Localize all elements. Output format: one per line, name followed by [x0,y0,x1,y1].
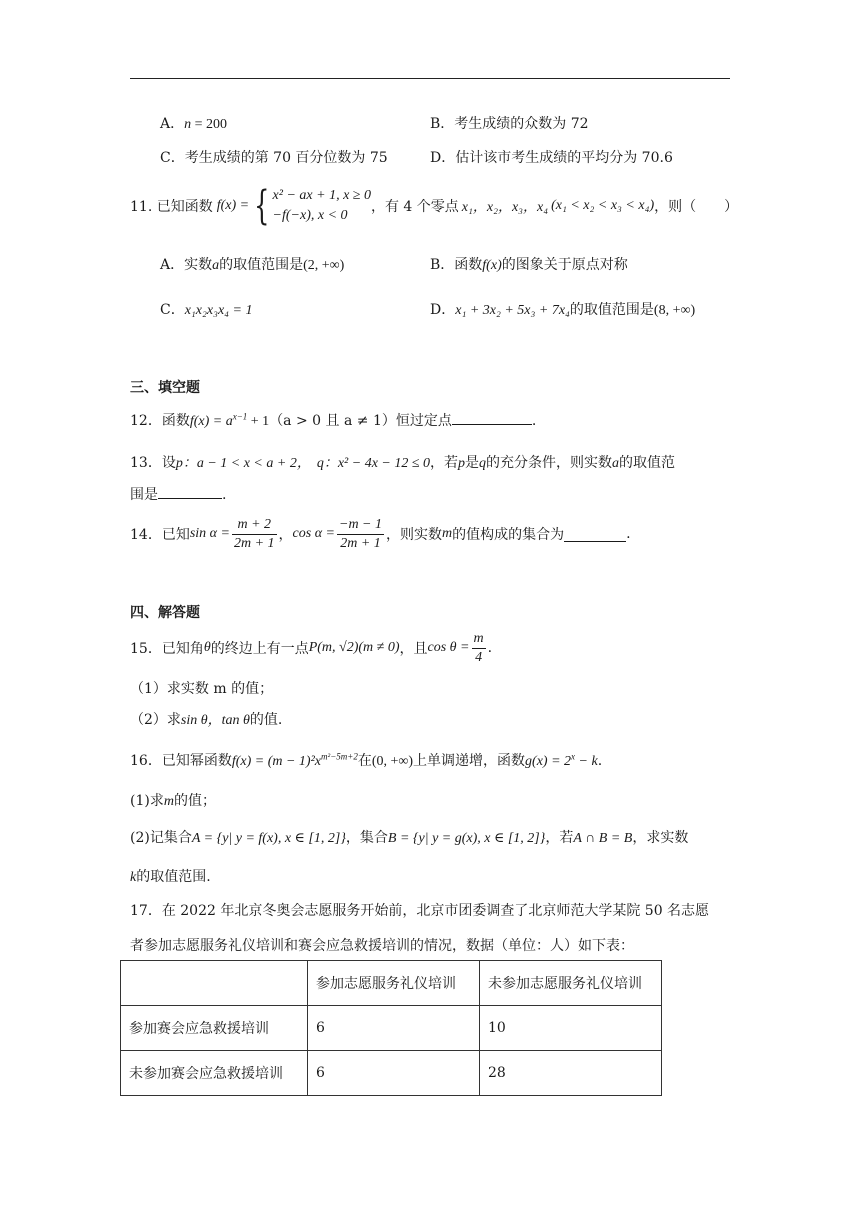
piecewise-brace: { [254,183,270,229]
q13-answer-blank[interactable] [158,484,222,499]
q16-part2: (2)记集合A = {y| y = f(x), x ∈ [1, 2]}，集合B = {y| y = g(x), x ∈ [1, 2]}，若A ∩ B = B，求实数 [130,830,689,846]
table-row-label: 未参加赛会应急救援培训 [121,1051,308,1096]
q13-line1: 13．设p：a − 1 < x < a + 2， q：x² − 4x − 12 ≤ 0，若p是q的充分条件，则实数a的取值范 [130,455,676,471]
table-cell [121,961,308,1006]
q15-part2: （2）求sin θ，tan θ的值. [130,712,283,728]
q11-stem: 11. 已知函数 f(x) = { x² − ax + 1, x ≥ 0 −f(−x), x < 0 ，有 4 个零点 x₁，x₂，x₃，x₄ (x₁ < x₂ < x₃ < x₄) ，则（ ） [130,183,739,229]
table-cell: 6 [308,1006,480,1051]
table-header-cell: 参加志愿服务礼仪培训 [308,961,480,1006]
table-header-row [121,961,662,1006]
q15-part1: （1）求实数 m 的值； [130,681,274,697]
q14-sin-fraction: $\frac{m + 2}{2m + 1}$ [233,516,275,551]
table-row [121,1051,662,1096]
table-cell: 10 [480,1006,662,1051]
q14-text: 14．已知 sin α = $\frac{m + 2}{2m + 1}$ ， cos α = $\frac{-m - 1}{2m + 1}$ ，则实数 m 的值构成的集合为 . [130,516,631,551]
q10-option-b: B．考生成绩的众数为 72 [430,116,589,132]
q12-answer-blank[interactable] [452,410,532,425]
section-fill-in-title: 三、填空题 [130,380,200,396]
q10-option-c: C．考生成绩的第 70 百分位数为 75 [160,150,388,166]
table-cell: 28 [480,1051,662,1096]
header-rule [130,78,730,79]
q12-text: 12．函数$f(x) = a^{x-1} + 1(a > 0$ 且 a ≠ 1）恒过定点 . [130,411,537,429]
piecewise-cases: x² − ax + 1, x ≥ 0 −f(−x), x < 0 [272,188,371,223]
q10-option-d: D．估计该市考生成绩的平均分为 70.6 [430,150,673,166]
q11-option-d: D．x₁ + 3x₂ + 5x₃ + 7x₄的取值范围是(8, +∞) [430,302,696,318]
q16-part1: (1)求m的值； [130,793,216,809]
q14-cos-fraction: $\frac{-m - 1}{2m + 1}$ [339,516,383,551]
training-data-table [120,960,662,1096]
table-cell: 6 [308,1051,480,1096]
table-header-cell: 未参加志愿服务礼仪培训 [480,961,662,1006]
q15-cos-fraction: $\frac{m}{4}$ [473,630,484,665]
q11-option-c: C．x₁x₂x₃x₄ = 1 [160,302,253,318]
q16-part2-line2: k的取值范围. [130,869,211,885]
q13-line2: 围是 . [130,484,226,504]
q14-answer-blank[interactable] [564,527,626,542]
q17-line1: 17．在 2022 年北京冬奥会志愿服务开始前，北京市团委调查了北京师范大学某院 50 名志愿 [130,903,710,919]
section-answer-title: 四、解答题 [130,605,200,621]
q11-option-a: A．实数a的取值范围是(2, +∞) [160,257,345,273]
table-row-label: 参加赛会应急救援培训 [121,1006,308,1051]
table-row [121,1006,662,1051]
q11-option-b: B．函数f(x)的图象关于原点对称 [430,257,628,273]
q17-line2: 者参加志愿服务礼仪培训和赛会应急救援培训的情况，数据（单位：人）如下表： [130,938,634,954]
q16-stem: 16．已知幂函数$f(x) = (m - 1)^2x^{m^2-5m+2}$在(0, +∞)上单调递增，函数$g(x) = 2^x - k$. [130,751,603,769]
q10-option-a: A．n = 200 [160,116,228,132]
q15-stem: 15．已知角 θ 的终边上有一点 P(m, √2)(m ≠ 0) ，且 cos θ = $\frac{m}{4}$ . [130,630,493,665]
